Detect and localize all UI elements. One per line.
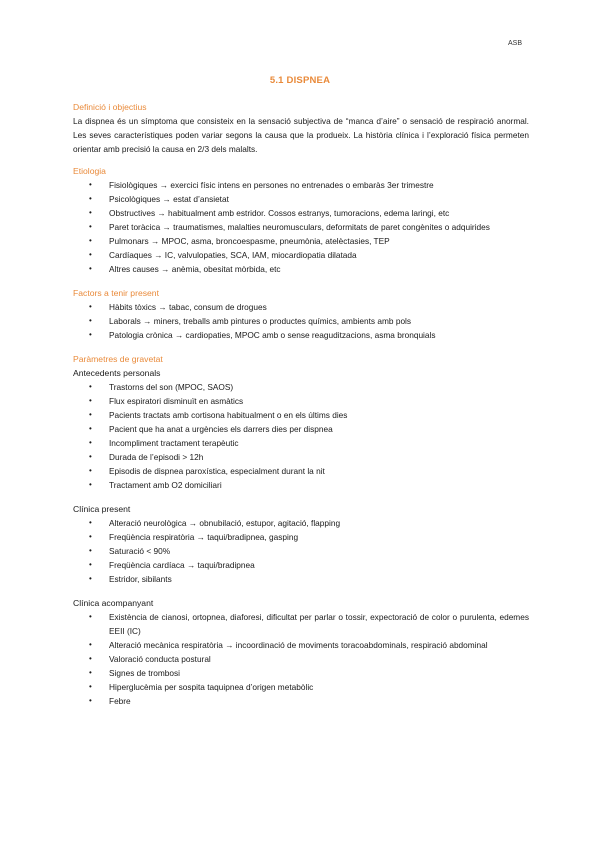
- list-item: • Cardíaques → IC, valvulopaties, SCA, IAM, miocardiopatia dilatada: [73, 248, 529, 262]
- definicio-paragraph: La dispnea és un símptoma que consisteix en la sensació subjectiva de “manca d’aire” o sensació de respiració anormal. Les seves característiques poden variar segons la causa que la produeix. La història clínica i l’exploració física permeten orientar amb precisió la causa en 2/3 dels malalts.: [73, 116, 529, 154]
- section-heading-factors: Factors a tenir present: [73, 288, 159, 298]
- list-item: • Saturació < 90%: [73, 544, 529, 558]
- page-title: 5.1 DISPNEA: [269, 75, 331, 86]
- list-item: • Estridor, sibilants: [73, 572, 529, 586]
- list-item: • Febre: [73, 694, 529, 708]
- etiologia-list: [73, 178, 529, 276]
- list-item: • Psicològiques → estat d’ansietat: [73, 192, 529, 206]
- list-item: • Alteració mecànica respiratòria → incoordinació de moviments toracoabdominals, respiració abdominal: [73, 638, 529, 652]
- list-item: • Laborals → miners, treballs amb pintures o productes químics, ambients amb pols: [73, 314, 529, 328]
- list-item: • Hàbits tòxics → tabac, consum de drogues: [73, 300, 529, 314]
- list-item: • Obstructives → habitualment amb estridor. Cossos estranys, tumoracions, edema laringi, etc: [73, 206, 529, 220]
- list-item: • Episodis de dispnea paroxística, especialment durant la nit: [73, 464, 529, 478]
- list-item: • Alteració neurològica → obnubilació, estupor, agitació, flapping: [73, 516, 529, 530]
- list-item: • Freqüència cardíaca → taqui/bradipnea: [73, 558, 529, 572]
- list-item: • Pacients tractats amb cortisona habitualment o en els últims dies: [73, 408, 529, 422]
- list-item: • Freqüència respiratòria → taqui/bradipnea, gasping: [73, 530, 529, 544]
- list-item: • Valoració conducta postural: [73, 652, 529, 666]
- subheading-clinica-present: Clínica present: [73, 504, 131, 514]
- list-item: • Pulmonars → MPOC, asma, broncoespasme, pneumònia, atelèctasies, TEP: [73, 234, 529, 248]
- section-heading-etiologia: Etiologia: [73, 166, 106, 176]
- list-item: • Signes de trombosi: [73, 666, 529, 680]
- list-item: • Trastorns del son (MPOC, SAOS): [73, 380, 529, 394]
- section-heading-gravetat: Paràmetres de gravetat: [73, 354, 163, 364]
- list-item: • Hiperglucèmia per sospita taquipnea d’origen metabòlic: [73, 680, 529, 694]
- list-item: • Tractament amb O2 domiciliari: [73, 478, 529, 492]
- list-item: • Incompliment tractament terapèutic: [73, 436, 529, 450]
- subheading-clinica-acompanyant: Clínica acompanyant: [73, 598, 154, 608]
- list-item: • Fisiològiques → exercici físic intens en persones no entrenades o embaràs 3er trimestre: [73, 178, 529, 192]
- factors-list: [73, 300, 529, 342]
- list-item: • Altres causes → anèmia, obesitat mòrbida, etc: [73, 262, 529, 276]
- list-item: • Durada de l’episodi > 12h: [73, 450, 529, 464]
- list-item: • Paret toràcica → traumatismes, malalties neuromusculars, deformitats de paret congènites o adquirides: [73, 220, 529, 234]
- section-heading-definicio: Definició i objectius: [73, 102, 147, 112]
- antecedents-list: [73, 380, 529, 492]
- list-item: • Existència de cianosi, ortopnea, diaforesi, dificultat per parlar o tossir, expectoració de color o purulenta, edemes EEII (IC): [73, 610, 529, 638]
- author-initials: ASB: [508, 40, 523, 47]
- clinica-present-list: [73, 516, 529, 586]
- list-item: • Pacient que ha anat a urgències els darrers dies per dispnea: [73, 422, 529, 436]
- clinica-acompanyant-list: [73, 610, 529, 708]
- subheading-antecedents: Antecedents personals: [73, 368, 161, 378]
- list-item: • Patologia crònica → cardiopaties, MPOC amb o sense reaguditzacions, asma bronquials: [73, 328, 529, 342]
- list-item: • Flux espiratori disminuït en asmàtics: [73, 394, 529, 408]
- document-body: [73, 100, 529, 708]
